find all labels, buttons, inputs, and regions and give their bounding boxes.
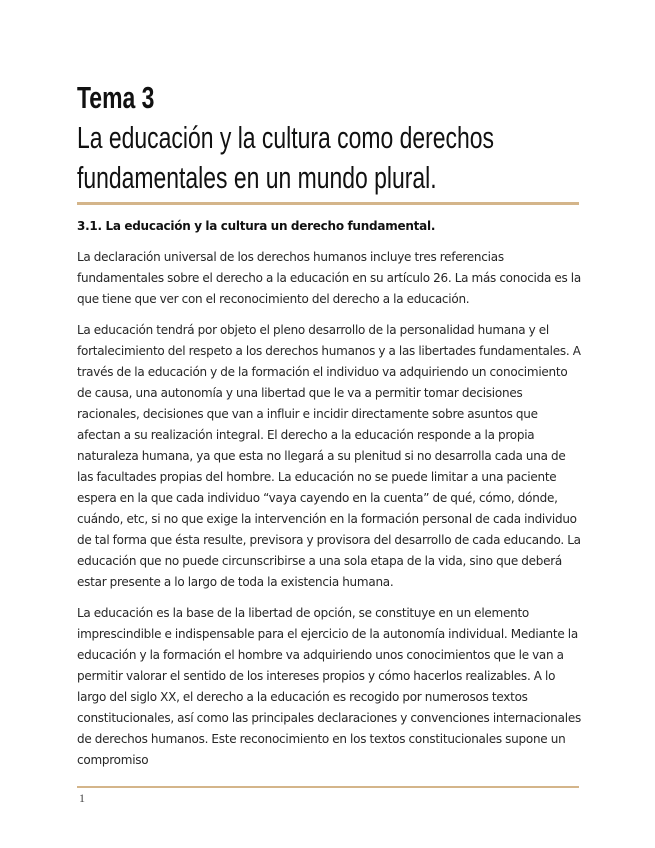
paragraph-3: La educación es la base de la libertad de opción, se constituye en un elemento imprescindible e indispensable para el ejercicio de la autonomía individual. Mediante la educación y la formación el hombre va adquiriendo unos conocimientos que le van a permitir valorar el sentido de los intereses propios y cómo hacerlos realizables. A lo largo del siglo XX, el derecho a la educación es recogido por numerosos textos constitucionales, así como las principales declaraciones y convenciones internacionales de derechos humanos. Este reconocimiento en los textos constitucionales supone un compromiso: [77, 606, 581, 767]
page-number: 1: [79, 791, 85, 805]
chapter-label: Tema 3: [77, 80, 155, 115]
chapter-title: La educación y la cultura como derechos fundamentales en un mundo plural.: [77, 120, 494, 195]
paragraph-2: La educación tendrá por objeto el pleno desarrollo de la personalidad humana y el fortalecimiento del respeto a los derechos humanos y a las libertades fundamentales. A través de la educación y de la formación el individuo va adquiriendo un conocimiento de causa, una autonomía y una libertad que le va a permitir tomar decisiones racionales, decisiones que van a influir e incidir directamente sobre asuntos que afectan a su realización integral. El derecho a la educación responde a la propia naturaleza humana, ya que esta no llegará a su plenitud si no desarrolla cada una de las facultades propias del hombre. La educación no se puede limitar a una paciente espera en la que cada individuo “vaya cayendo en la cuenta” de qué, cómo, dónde, cuándo, etc, si no que exige la intervención en la formación personal de cada individuo de tal forma que ésta resulte, previsora y provisora del desarrollo de cada educando. La educación que no puede circunscribirse a una sola etapa de la vida, sino que deberá estar presente a lo largo de toda la existencia humana.: [77, 323, 581, 589]
section-heading: 3.1. La educación y la cultura un derecho fundamental.: [77, 219, 436, 233]
title-divider: [77, 202, 579, 205]
footer-divider: [77, 786, 579, 788]
body-content: [77, 216, 581, 781]
paragraph-1: La declaración universal de los derechos humanos incluye tres referencias fundamentales sobre el derecho a la educación en su artículo 26. La más conocida es la que tiene que ver con el reconocimiento del derecho a la educación.: [77, 250, 581, 306]
chapter-title-block: [77, 78, 494, 198]
